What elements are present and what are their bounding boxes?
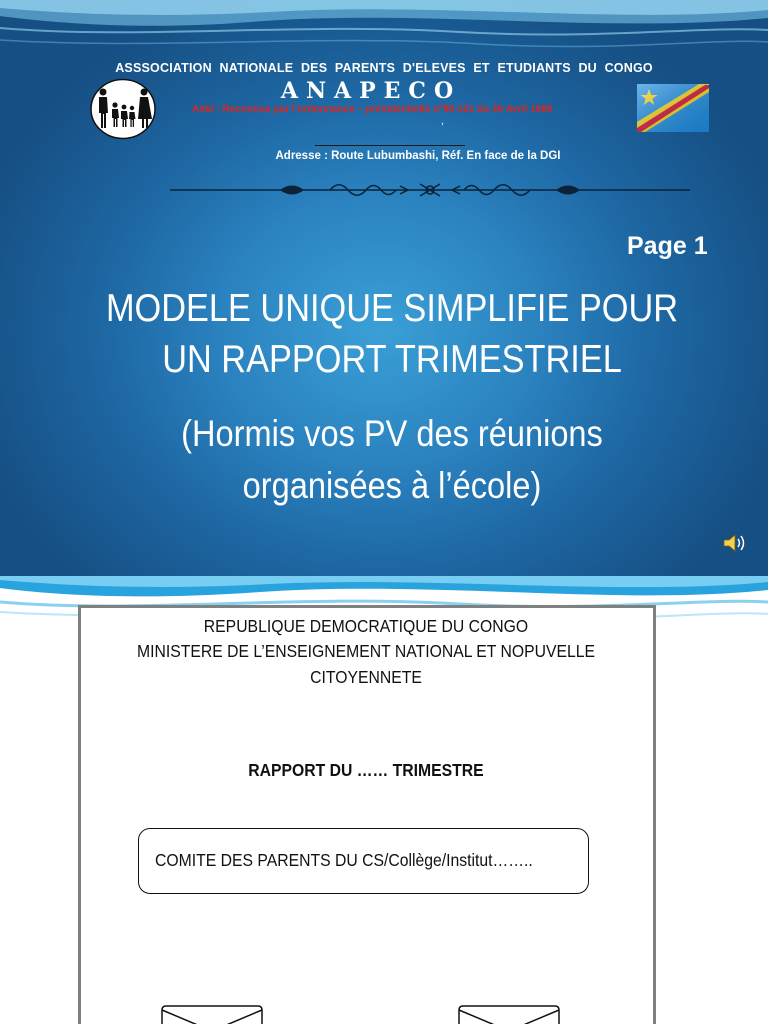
page-number: Page 1 [627,232,708,260]
organization-full-name: ASSSOCIATION NATIONALE DES PARENTS D'ELEVES ET ETUDIANTS DU CONGO [115,61,653,75]
subtitle [47,408,737,512]
main-title-line-1: MODELE UNIQUE SIMPLIFIE POUR [105,287,679,330]
organization-acronym: ANAPECO [280,78,462,104]
main-title-line-2: UN RAPPORT TRIMESTRIEL [162,338,622,381]
ministry-header: MINISTERE DE L’ENSEIGNEMENT NATIONAL ET NOPUVELLE [136,641,596,661]
speaker-icon[interactable] [722,532,748,554]
address-separator-line [315,145,465,146]
committee-field-box [138,828,589,894]
committee-label: COMITE DES PARENTS DU CS/Collège/Institut…….. [155,850,533,870]
ornamental-divider [170,180,690,200]
subtitle-line-2: organisées à l’école) [242,465,542,506]
subtitle-line-1: (Hormis vos PV des réunions [181,413,603,454]
wave-decoration [0,0,768,70]
family-logo-icon [89,78,157,140]
republic-header: REPUBLIQUE DEMOCRATIQUE DU CONGO [203,616,529,636]
ministry-header-continued: CITOYENNETE [310,667,422,687]
form-slide [0,576,768,1024]
drc-flag-icon [637,84,709,132]
organization-legal-status: Asbl : Reconnue par l’ordonnance – présidentielle n°80-121 du 30 Avril 1980 [192,104,553,115]
stray-comma: , [441,116,444,127]
scroll-banner-left-icon [160,1004,264,1024]
organization-address: Adresse : Route Lubumbashi, Réf. En face de la DGI [275,150,561,162]
report-title: RAPPORT DU …… TRIMESTRE [248,760,484,780]
scroll-banner-right-icon [457,1004,561,1024]
main-title [47,283,737,385]
